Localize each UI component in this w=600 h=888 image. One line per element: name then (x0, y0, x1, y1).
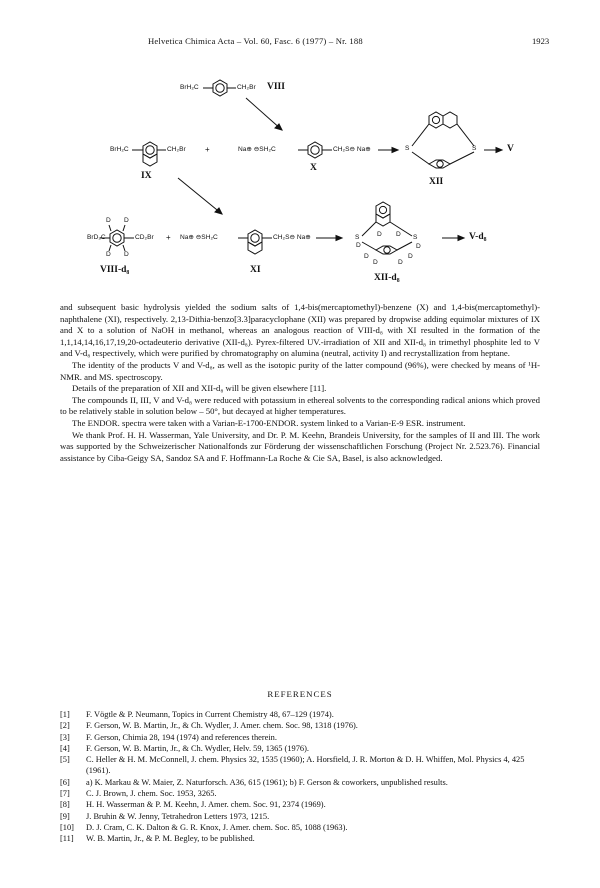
reference-text: a) K. Markau & W. Maier, Z. Naturforsch. A36, 615 (1961); b) F. Gerson & coworkers, unpublished results. (86, 777, 448, 787)
reference-number: [6] (60, 777, 70, 787)
reference-number: [8] (60, 800, 70, 810)
deuterium-label: D (106, 217, 111, 224)
compound-label-xii-d8: XII-d₈ (374, 273, 400, 283)
paragraph: Details of the preparation of XII and XII-d₈ will be given elsewhere [11]. (72, 383, 327, 394)
cyclophane-xii (412, 112, 477, 168)
xi-left-group: Na⊕ ⊖SH₂C (180, 234, 218, 241)
deuterium-label: D (106, 251, 111, 258)
reference-text: D. J. Cram, C. K. Dalton & G. R. Knox, J. Amer. chem. Soc. 85, 1088 (1963). (86, 822, 348, 832)
reference-text: F. Gerson, Chimia 28, 194 (1974) and references therein. (86, 732, 277, 742)
deuterium-label: D (364, 253, 369, 260)
reference-item (60, 788, 540, 799)
viii-d8-left-group: BrD₂C (87, 234, 106, 241)
page-number: 1923 (532, 36, 550, 46)
benzene-ring-viii (203, 80, 236, 96)
benzene-ring-x (298, 142, 332, 158)
ix-right-group: CH₂Br (167, 146, 186, 153)
arrow-ix-to-xi (178, 178, 222, 214)
sulfur-atom-2: S (472, 145, 477, 152)
reference-number: [9] (60, 811, 70, 821)
compound-label-v-d8: V-d₈ (469, 232, 487, 242)
body-text (60, 302, 540, 464)
reference-number: [7] (60, 789, 70, 799)
arrow-viii-to-x (246, 98, 282, 130)
naphthalene-xi (238, 230, 272, 254)
x-left-group: Na⊕ ⊖SH₂C (238, 146, 276, 153)
journal-title: Helvetica Chimica Acta – Vol. 60, Fasc. 6 (1977) – Nr. 188 (148, 36, 363, 46)
plus-sign-1: + (205, 145, 210, 154)
deuterium-label: D (416, 243, 421, 250)
naphthalene-ix (132, 142, 166, 166)
reference-item (60, 799, 540, 810)
reference-number: [10] (60, 822, 74, 832)
page-header (0, 36, 600, 50)
reference-text: C. Heller & H. M. McConnell, J. chem. Physics 32, 1535 (1960); A. Horsfield, J. R. Morton & D. H. Whiffen, Mol. Physics 4, 425 (1961). (86, 755, 525, 776)
reference-number: [1] (60, 710, 70, 719)
reference-item (60, 709, 540, 720)
compound-label-viii: VIII (267, 82, 285, 92)
reference-item (60, 833, 540, 844)
paragraph: The identity of the products V and V-d₈, as well as the isotopic purity of the latter compound (96%), were checked by means of ¹H-NMR. and MS. spectroscopy. (60, 359, 540, 382)
compound-label-xii: XII (429, 177, 444, 187)
reference-number: [2] (60, 721, 70, 731)
sulfur-atom-3: S (355, 234, 360, 241)
deuterium-label: D (398, 259, 403, 266)
compound-label-ix: IX (141, 171, 152, 181)
reference-item (60, 822, 540, 833)
deuterium-label: D (356, 242, 361, 249)
reference-text: J. Bruhin & W. Jenny, Tetrahedron Letters 1973, 1215. (86, 811, 270, 821)
x-right-group: CH₂S⊖ Na⊕ (333, 146, 371, 153)
reference-number: [5] (60, 755, 70, 765)
deuterium-label: D (408, 253, 413, 260)
deuterium-label: D (124, 217, 129, 224)
references-heading: REFERENCES (267, 689, 333, 699)
reference-item (60, 732, 540, 743)
reference-number: [4] (60, 743, 70, 753)
deuterium-label: D (396, 231, 401, 238)
reference-text: C. J. Brown, J. chem. Soc. 1953, 3265. (86, 789, 217, 799)
xi-right-group: CH₂S⊖ Na⊕ (273, 234, 311, 241)
plus-sign-2: + (166, 233, 171, 242)
compound-label-xi: XI (250, 265, 261, 275)
reference-item (60, 777, 540, 788)
viii-right-group: CH₂Br (237, 84, 256, 91)
cyclophane-xii-d8 (362, 202, 412, 254)
reference-text: H. H. Wasserman & P. M. Keehn, J. Amer. chem. Soc. 91, 2374 (1969). (86, 800, 326, 810)
paragraph: The compounds II, III, V and V-d₈ were reduced with potassium in ethereal solvents to the corresponding radical anions which proved to be relatively stable in solution below – 50°, but decayed at higher temperatures. (60, 394, 540, 417)
compound-label-viii-d8: VIII-d₈ (100, 265, 130, 275)
reference-text: F. Vögtle & P. Neumann, Topics in Current Chemistry 48, 67–129 (1974). (86, 710, 334, 719)
sulfur-atom-4: S (413, 234, 418, 241)
reference-number: [3] (60, 732, 70, 742)
sulfur-atom-1: S (405, 145, 410, 152)
reference-item (60, 743, 540, 754)
reference-text: F. Gerson, W. B. Martin, Jr., & Ch. Wydler, Helv. 59, 1365 (1976). (86, 743, 309, 753)
acknowledgements: We thank Prof. H. H. Wasserman, Yale University, and Dr. P. M. Keehn, Brandeis University, for the samples of II and III. The work was supported by the Schweizerischer Nationalfonds zur Förderung der wissenschaftlichen Forschung (Project Nr. 2.523.76). Financial assistance by Ciba-Geigy SA, Sandoz SA and F. Hoffmann-La Roche & Cie SA, Basel, is also acknowledged. (60, 429, 540, 463)
viii-left-group: BrH₂C (180, 84, 199, 91)
deuterium-label: D (124, 251, 129, 258)
reference-list (60, 709, 540, 845)
reaction-scheme (60, 60, 540, 302)
reference-item (60, 811, 540, 822)
compound-label-x: X (310, 163, 317, 173)
reference-text: F. Gerson, W. B. Martin, Jr., & Ch. Wydler, J. Amer. chem. Soc. 98, 1318 (1976). (86, 721, 358, 731)
reference-text: W. B. Martin, Jr., & P. M. Begley, to be published. (86, 834, 255, 844)
scheme-drawing (60, 60, 540, 302)
viii-d8-right-group: CD₂Br (135, 234, 154, 241)
reference-item (60, 754, 540, 777)
paragraph: and subsequent basic hydrolysis yielded the sodium salts of 1,4-bis(mercaptomethyl)-benzene (X) and 1,4-bis(mercaptomethyl)-naphthalene (XI), respectively. 2,13-Dithia-benzo[3.3]paracyclophane (XII) was prepared by dropwise adding equimolar mixtures of IX and X to a solution of NaOH in methanol, whereas an analogous reaction of VIII-d₈ with XI resulted in the formation of the 1,1,14,14,16,17,19,20-octadeuterio derivative (XII-d₈). Pyrex-filtered UV.-irradiation of XII and XII-d₈ in trimethyl phosphite led to V and V-d₈ respectively, which were purified by chromatography on alumina (neutral, activity I) and recrystallization from heptane. (60, 302, 540, 359)
paragraph: The ENDOR. spectra were taken with a Varian-E-1700-ENDOR. system linked to a Varian-E-9 ESR. instrument. (72, 417, 466, 428)
compound-label-v: V (507, 144, 514, 154)
ix-left-group: BrH₂C (110, 146, 129, 153)
deuterium-label: D (377, 231, 382, 238)
deuterium-label: D (373, 259, 378, 266)
reference-number: [11] (60, 834, 74, 844)
reference-item (60, 720, 540, 731)
